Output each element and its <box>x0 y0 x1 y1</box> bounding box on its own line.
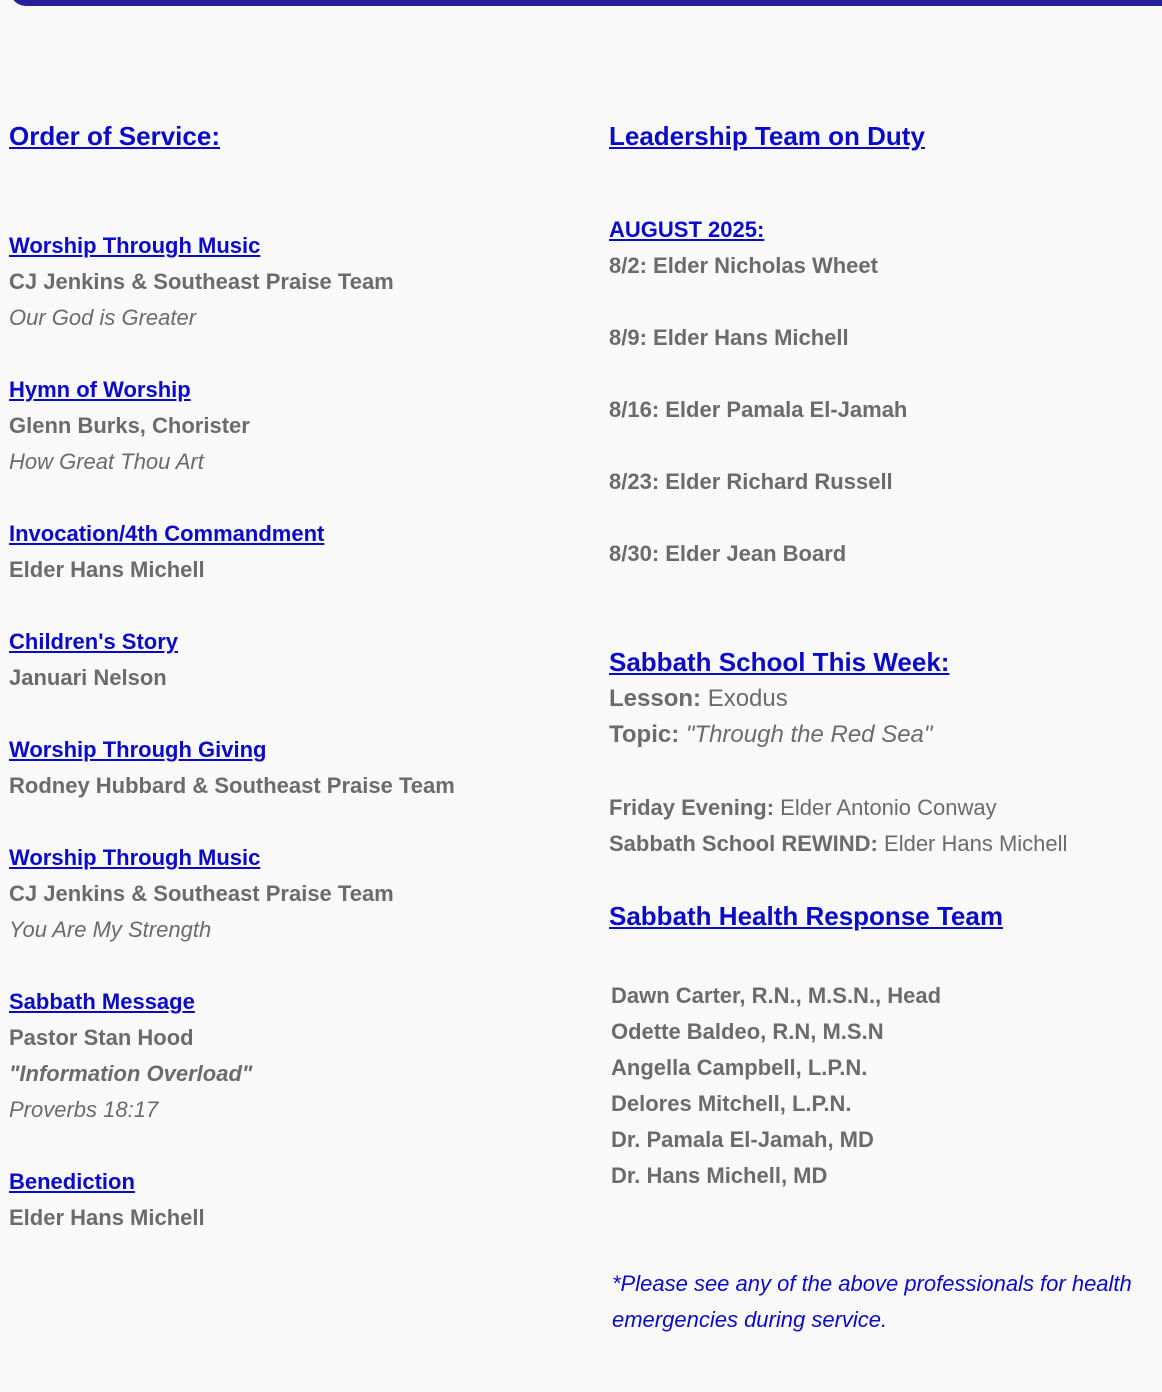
health-team-member: Dawn Carter, R.N., M.S.N., Head <box>611 983 942 1008</box>
duty-entry: 8/30: Elder Jean Board <box>609 541 847 566</box>
health-team-member: Odette Baldeo, R.N, M.S.N <box>611 1019 884 1044</box>
friday-line <box>609 795 997 821</box>
rewind-line <box>609 831 1067 857</box>
sermon-title: "Information Overload" <box>9 1061 253 1086</box>
service-item-leader: CJ Jenkins & Southeast Praise Team <box>9 881 394 906</box>
health-team-member: Angella Campbell, L.P.N. <box>611 1055 868 1080</box>
sermon-scripture: Proverbs 18:17 <box>9 1097 159 1122</box>
lesson-line <box>609 685 788 713</box>
service-item-leader: Januari Nelson <box>9 665 167 690</box>
rewind-label: Sabbath School REWIND: <box>609 831 878 856</box>
service-item-heading[interactable]: Benediction <box>9 1169 135 1194</box>
order-of-service-title[interactable]: Order of Service: <box>9 121 220 151</box>
service-item-heading[interactable]: Worship Through Music <box>9 233 261 258</box>
service-item-heading[interactable]: Worship Through Giving <box>9 737 267 762</box>
service-item-leader: CJ Jenkins & Southeast Praise Team <box>9 269 394 294</box>
topic-line <box>609 721 932 749</box>
service-item-heading[interactable]: Sabbath Message <box>9 989 195 1014</box>
topic-value: "Through the Red Sea" <box>685 721 933 748</box>
leadership-title[interactable]: Leadership Team on Duty <box>609 121 925 151</box>
header-banner-bar <box>10 0 1162 6</box>
lesson-label: Lesson: <box>609 685 702 712</box>
rewind-value: Elder Hans Michell <box>884 831 1068 856</box>
service-item-leader: Glenn Burks, Chorister <box>9 413 250 438</box>
health-emergency-note: *Please see any of the above professionals for health emergencies during service. <box>612 1271 1132 1332</box>
friday-value: Elder Antonio Conway <box>780 795 997 820</box>
duty-entry: 8/16: Elder Pamala El-Jamah <box>609 397 908 422</box>
service-item-leader: Elder Hans Michell <box>9 1205 205 1230</box>
health-team-member: Dr. Pamala El-Jamah, MD <box>611 1127 874 1152</box>
service-item-heading[interactable]: Invocation/4th Commandment <box>9 521 325 546</box>
service-item-leader: Elder Hans Michell <box>9 557 205 582</box>
service-item-heading[interactable]: Children's Story <box>9 629 179 654</box>
service-item-heading[interactable]: Worship Through Music <box>9 845 261 870</box>
topic-label: Topic: <box>609 721 680 748</box>
duty-entry: 8/9: Elder Hans Michell <box>609 325 849 350</box>
duty-entry: 8/2: Elder Nicholas Wheet <box>609 253 878 278</box>
service-item-song: Our God is Greater <box>9 305 197 330</box>
service-item-song: You Are My Strength <box>9 917 212 942</box>
lesson-value: Exodus <box>707 685 788 712</box>
health-team-member: Dr. Hans Michell, MD <box>611 1163 828 1188</box>
friday-label: Friday Evening: <box>609 795 775 820</box>
leadership-month[interactable]: AUGUST 2025: <box>609 217 765 242</box>
health-team-title[interactable]: Sabbath Health Response Team <box>609 901 1003 931</box>
duty-entry: 8/23: Elder Richard Russell <box>609 469 893 494</box>
sabbath-school-title[interactable]: Sabbath School This Week: <box>609 647 950 677</box>
service-item-song: How Great Thou Art <box>9 449 204 474</box>
service-item-leader: Pastor Stan Hood <box>9 1025 194 1050</box>
service-item-heading[interactable]: Hymn of Worship <box>9 377 191 402</box>
health-team-member: Delores Mitchell, L.P.N. <box>611 1091 852 1116</box>
service-item-leader: Rodney Hubbard & Southeast Praise Team <box>9 773 455 798</box>
